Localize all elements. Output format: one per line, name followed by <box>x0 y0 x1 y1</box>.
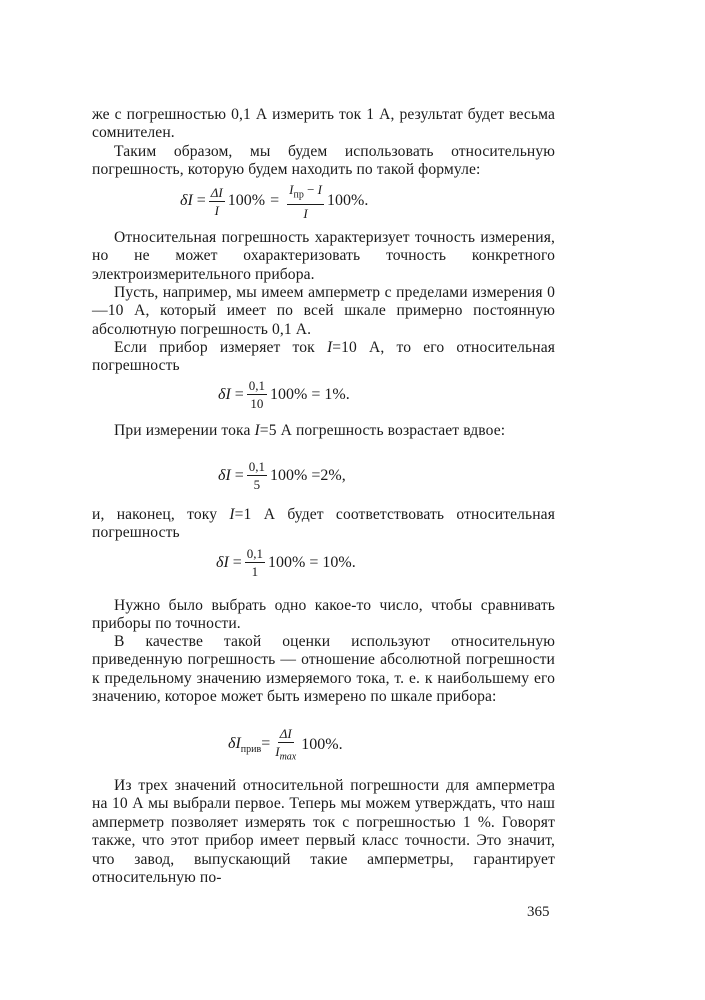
formula-10a: δI = $\frac{0,1}{10}$ 100% = 1%. <box>218 378 350 411</box>
fraction-delta-over-imax: $\frac{\Delta I}{I_{max}}$ <box>275 726 297 763</box>
paragraph-current-10a: Если прибор измеряет ток I=10 А, то его относительная погрешность <box>92 339 555 375</box>
fraction-01-over-10: $\frac{0,1}{10}$ <box>248 378 266 411</box>
paragraph-relative-error-intro: Таким образом, мы будем использовать относительную погрешность, которую будем находить по такой формуле: <box>92 143 555 179</box>
formula-5a: δI = $\frac{0,1}{5}$ 100% =2%, <box>218 459 346 492</box>
paragraph-accuracy-class: Из трех значений относительной погрешности для амперметра на 10 А мы выбрали первое. Теперь мы можем утверждать, что наш амперметр позволяет измерять ток с погрешностью 1 %. Говорят также, что этот прибор имеет первый класс точности. Это значит, что завод, выпускающий такие амперметры, гарантирует относительную по- <box>92 777 555 887</box>
fraction-01-over-1: $\frac{0,1}{1}$ <box>246 546 264 579</box>
formula-lhs: δI = <box>180 192 206 210</box>
paragraph-ammeter-example: Пусть, например, мы имеем амперметр с пределами измерения 0—10 А, который имеет по всей шкале примерно постоянную абсолютную погрешность 0,1 А. <box>92 284 555 338</box>
paragraph-reduced-error: В качестве такой оценки используют относительную приведенную погрешность — отношение абсолютной погрешности к предельному значению измеряемого тока, т. е. к наибольшему его значению, которое может быть измерено по шкале прибора: <box>92 633 555 706</box>
fraction-delta-over-i: $\frac{\Delta I}{I}$ <box>210 184 223 218</box>
formula-reduced-error: $\delta I_{прив}=$ $\frac{\Delta I}{I_{max}}$ 100%. <box>228 726 343 763</box>
paragraph-characterizes: Относительная погрешность характеризует точность измерения, но не может охарактеризовать точность конкретного электроизмерительного прибора. <box>92 229 555 283</box>
paragraph-current-1a: и, наконец, току I=1 А будет соответствовать относительная погрешность <box>92 506 555 542</box>
page-number: 365 <box>527 904 550 920</box>
paragraph-continuation: же с погрешностью 0,1 А измерить ток 1 А, результат будет весьма сомнителен. <box>92 106 555 142</box>
fraction-ipr-minus-i: $\frac{I_{пр} - I}{I}$ <box>289 182 323 221</box>
paragraph-current-5a: При измерении тока I=5 А погрешность возрастает вдвое: <box>114 422 506 439</box>
formula-1a: δI = $\frac{0,1}{1}$ 100% = 10%. <box>216 546 356 579</box>
formula-relative-error: δI = $\frac{\Delta I}{I}$ 100% = $\frac{I_{пр} - I}{I}$ 100%. <box>180 182 369 221</box>
fraction-01-over-5: $\frac{0,1}{5}$ <box>248 459 266 492</box>
paragraph-choose-number: Нужно было выбрать одно какое-то число, чтобы сравнивать приборы по точности. <box>92 597 555 633</box>
